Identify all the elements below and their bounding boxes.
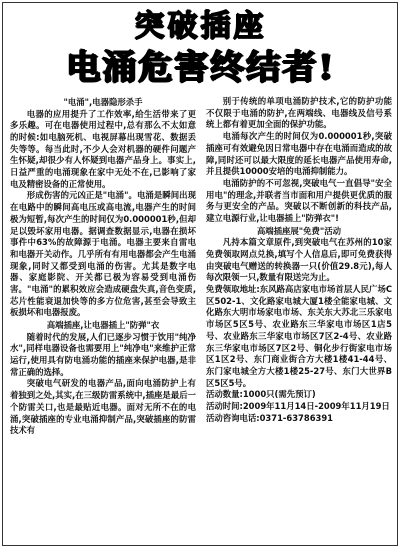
paragraph: 凡持本篇文章原件,到突破电气在苏州的10家免费领取网点兑换,填写个人信息后,即可免费获得由突破电气赠送的转换器一只(价值29.8元),每人每次限领一只,数量有限送完为止。 (206, 237, 392, 283)
event-dates: 活动时间:2009年11月14日-2009年11月19日 (206, 401, 390, 412)
paragraph: 电涌每次产生的时间仅为0.000001秒,突破插座可有效避免因日常电器中存在电涌而造成的故障,同时还可以最大限度的延长电器产品使用寿命,并且提供10000安培的电涌抑制能力。 (206, 131, 392, 177)
paragraph: 形成伤害的元凶正是"电涌"。电涌是瞬间出现在电路中的瞬间高电压或高电流,电器产生的时间极为短暂,每次产生的时间仅为0.000001秒,但却足以毁坏家用电器。据调查数据显示,电器在损坏事件中63%的故障源于电涌。电器主要来自雷电和电器开关动作。几乎所有有用电器都会产生电涌现象,同时又都受到电涌的伤害。尤其是数字电器、家庭影院、开关都已极为容易受到电涌伤害。"电涌"的累积效应会造成硬盘失真,音色变质,芯片性能衰退加快等的多方位危害,甚至会导致主板损坏和电器报废。 (10, 190, 196, 318)
paragraph: 电涌防护的不可忽视,突破电气一直倡导"安全用电"的理念,并联者当市面和用户提供更优质的服务与更安全的产品。突破以不断创新的科技产品,建立电源行业,让电器插上"防弹衣"! (206, 177, 392, 224)
subheading-surge-killer: "电涌",电器隐形杀手 (63, 97, 143, 107)
subheading-high-end-socket: 高端插座,让电器插上"防弹"衣 (46, 320, 160, 331)
paragraph: 随着时代的发展,人们已逐步习惯于饮用"纯净水",同样电器设备也需要用上"纯净电"来维护正常运行,使用具有防电涌功能的插座来保护电器,是非常正确的选择。 (10, 331, 196, 377)
event-info (206, 284, 392, 424)
paragraph: 突破电气研发的电器产品,面向电涌防护上有着独到之处,其实,在三级防雷系统中,插座是最后一个防雷关口,也是最贴近电器。面对无所不在的电涌,突破插座的专业电涌抑制产品,突破插座的防雷技术有 (10, 378, 196, 436)
headline-line-2: 电涌危害终结者! (66, 48, 335, 88)
paragraph: 别于传统的单项电涌防护技术,它的防护功能不仅限于电涌的防护,在两端线、电器线及信号系统上都有着更加全面的保护功能。 (206, 96, 392, 130)
event-quantity: 活动数量:1000只(需先预订) (206, 389, 316, 400)
pickup-addresses: 免费领取地址:东风路高店家电市场首层人民广场C区502-1、文化路家电城大厦1楼全能家电城、文化路东大明市场家电市场、东关东大苏北三乐家电市场区5区5号、农业路东三华家电市场区1店5号、农业路东三华家电市场区7区2-4号、农业路东三华家电市场区7区2号、铜化步行街家电市场区1区2号、东门商业街合方大楼1楼41-44号、东门家电城全方大楼1楼25-27号、东门大世界B区5区5号。 (206, 284, 392, 388)
subheading-free-event: 高端插座展"免费"活动 (256, 225, 342, 236)
headline-line-1: 突破插座 (134, 9, 267, 44)
left-column (10, 96, 196, 542)
paragraph: 电器的应用提升了工作效率,给生活带来了更多乐趣。可在电器使用过程中,总有那么不太如意的时候:如电脑死机、电视屏幕出现雪花、数据丢失等等。每当此时,不少人会对机器的硬件问题产生怀疑,却很少有人怀疑到电器产品身上。事实上,日益严重的电涌现象在家中无处不在,已影响了家电及精密设备的正常使用。 (10, 108, 196, 189)
article-body (10, 96, 392, 542)
event-phone: 活动咨询电话:0371-63786391 (206, 412, 334, 423)
right-column (206, 96, 392, 542)
